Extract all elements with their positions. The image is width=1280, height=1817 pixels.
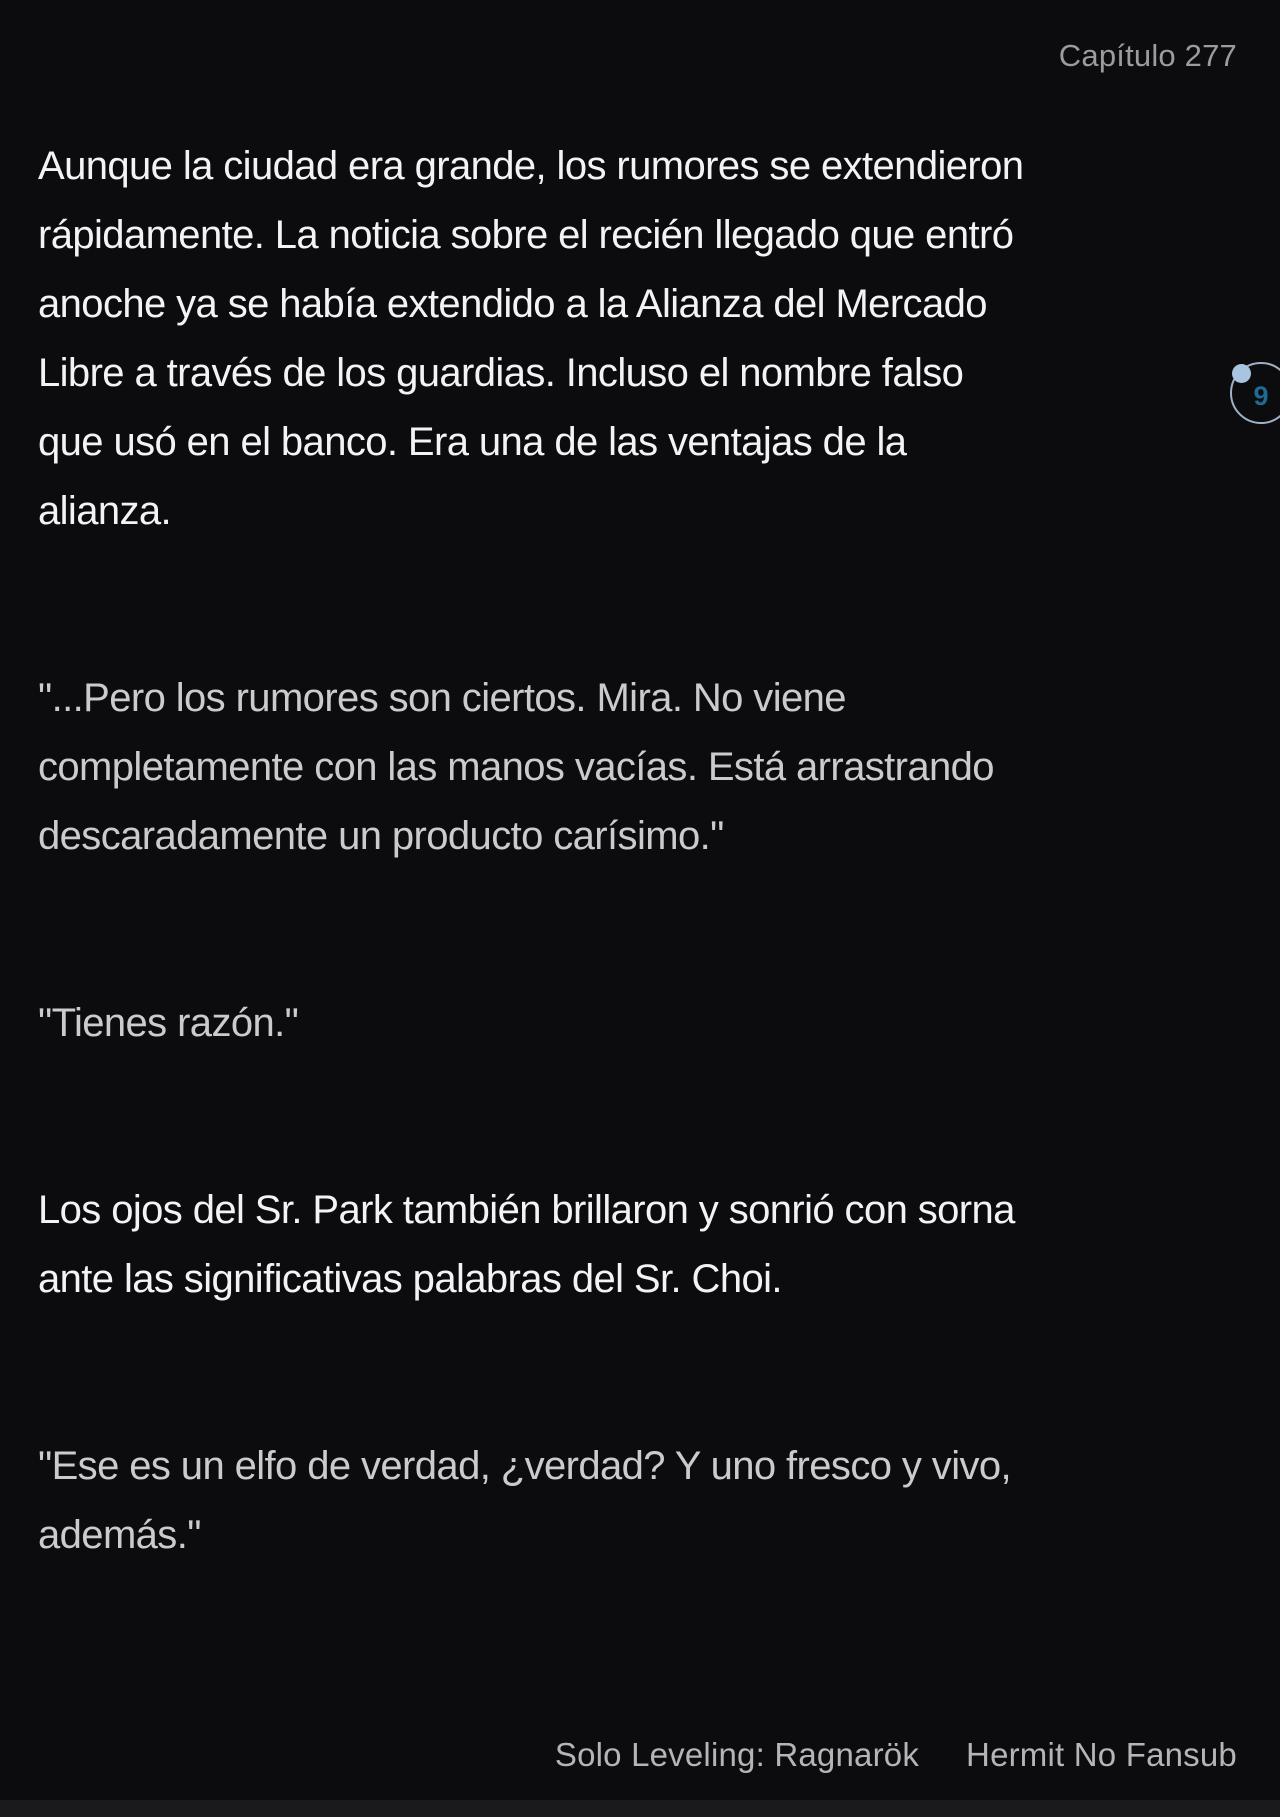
text-line: completamente con las manos vacías. Está arrastrando <box>38 745 994 789</box>
text-line: ante las significativas palabras del Sr. Choi. <box>38 1257 782 1301</box>
bottom-strip <box>0 1800 1280 1817</box>
reader-footer <box>555 1736 1237 1774</box>
paragraph <box>38 989 1240 1058</box>
text-line: Libre a través de los guardias. Incluso el nombre falso <box>38 351 964 395</box>
paragraph <box>38 1176 1240 1314</box>
paragraph <box>38 1432 1240 1570</box>
text-line: rápidamente. La noticia sobre el recién llegado que entró <box>38 213 1014 257</box>
fansub-credit: Hermit No Fansub <box>966 1736 1237 1773</box>
badge-count: 9 <box>1253 380 1269 411</box>
floating-bubble-badge[interactable] <box>1230 362 1280 424</box>
text-line: "Ese es un elfo de verdad, ¿verdad? Y uno fresco y vivo, <box>38 1444 1012 1488</box>
reader-content <box>38 132 1240 1688</box>
text-line: Los ojos del Sr. Park también brillaron y sonrió con sorna <box>38 1188 1015 1232</box>
text-line: "Tienes razón." <box>38 1001 299 1045</box>
text-line: "...Pero los rumores son ciertos. Mira. No viene <box>38 676 846 720</box>
text-line: Aunque la ciudad era grande, los rumores se extendieron <box>38 144 1024 188</box>
paragraph <box>38 664 1240 871</box>
text-line: anoche ya se había extendido a la Alianza del Mercado <box>38 282 987 326</box>
paragraph <box>38 132 1240 546</box>
chapter-header: Capítulo 277 <box>1058 38 1237 73</box>
text-line: descaradamente un producto carísimo." <box>38 814 724 858</box>
text-line: alianza. <box>38 489 172 533</box>
text-line: que usó en el banco. Era una de las ventajas de la <box>38 420 907 464</box>
book-title: Solo Leveling: Ragnarök <box>554 1736 920 1773</box>
text-line: además." <box>38 1513 201 1557</box>
